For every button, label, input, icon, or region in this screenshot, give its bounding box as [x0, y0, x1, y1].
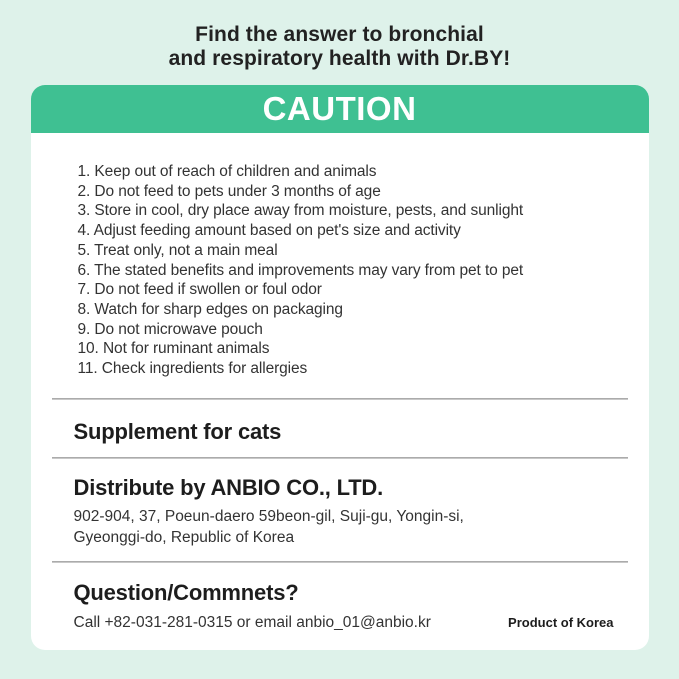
section-divider [52, 398, 628, 400]
caution-list-item: 1. Keep out of reach of children and animals [77, 163, 377, 180]
caution-list-item: 3. Store in cool, dry place away from moisture, pests, and sunlight [77, 202, 524, 220]
section-divider [52, 561, 628, 563]
supplement-heading: Supplement for cats [73, 418, 282, 444]
caution-list-item: 8. Watch for sharp edges on packaging [77, 300, 343, 318]
distributor-address-line1: 902-904, 37, Poeun-daero 59beon-gil, Suji-gu, Yongin-si, [73, 507, 464, 525]
caution-banner [31, 85, 649, 133]
section-divider [52, 457, 628, 459]
page-title [0, 0, 679, 71]
distributor-address [52, 506, 628, 548]
caution-list [78, 162, 628, 379]
distributor-heading: Distribute by ANBIO CO., LTD. [73, 474, 384, 500]
contact-row [74, 613, 614, 633]
distributor-address-line2: Gyeonggi-do, Republic of Korea [73, 528, 295, 546]
caution-list-item: 11. Check ingredients for allergies [77, 360, 308, 378]
origin-note: Product of Korea [508, 614, 614, 630]
caution-banner-label: CAUTION [262, 90, 417, 127]
caution-list-item: 7. Do not feed if swollen or foul odor [77, 281, 322, 299]
page-title-line2: and respiratory health with Dr.BY! [168, 47, 511, 70]
caution-list-item: 9. Do not microwave pouch [77, 320, 263, 338]
contact-heading: Question/Commnets? [73, 579, 299, 605]
contact-line: Call +82-031-281-0315 or email anbio_01@anbio.kr [73, 613, 431, 631]
caution-card-content [31, 162, 649, 650]
caution-list-item: 5. Treat only, not a main meal [77, 241, 278, 259]
caution-card [31, 85, 649, 650]
caution-list-item: 10. Not for ruminant animals [77, 340, 270, 358]
caution-list-item: 6. The stated benefits and improvements may vary from pet to pet [77, 261, 524, 279]
caution-list-item: 2. Do not feed to pets under 3 months of age [77, 182, 381, 200]
caution-list-item: 4. Adjust feeding amount based on pet's size and activity [77, 222, 461, 240]
page-title-line1: Find the answer to bronchial [195, 23, 484, 46]
